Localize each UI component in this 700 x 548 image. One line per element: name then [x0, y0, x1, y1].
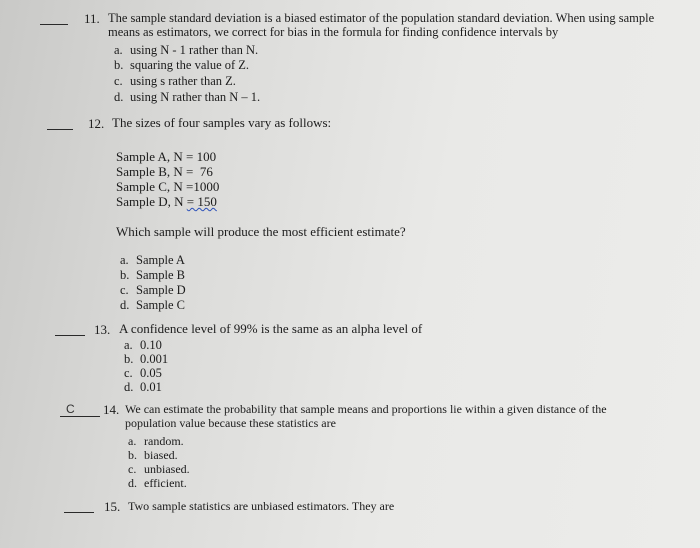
option-text: using N - 1 rather than N. — [130, 43, 259, 57]
option-text: squaring the value of Z. — [130, 58, 250, 72]
question-stem-11-line2: means as estimators, we correct for bias in the formula for finding confidence intervals by — [108, 25, 559, 39]
option-letter: c. — [114, 74, 123, 88]
option-letter: a. — [120, 253, 129, 267]
option-14-c[interactable] — [128, 462, 190, 477]
option-text: using s rather than Z. — [130, 74, 236, 88]
option-text: 0.10 — [140, 338, 162, 352]
option-letter: a. — [124, 338, 133, 352]
option-13-c[interactable] — [124, 366, 162, 381]
option-letter: d. — [124, 380, 134, 394]
option-12-d[interactable] — [120, 298, 185, 313]
option-letter: c. — [120, 283, 129, 297]
sample-a: Sample A, N = 100 — [116, 149, 217, 164]
option-text: 0.05 — [140, 366, 162, 380]
option-letter: c. — [128, 462, 137, 476]
option-12-c[interactable] — [120, 283, 186, 298]
option-13-b[interactable] — [124, 352, 168, 367]
option-text: efficient. — [144, 476, 187, 490]
option-11-d[interactable] — [114, 90, 260, 105]
option-letter: d. — [128, 476, 137, 490]
option-11-b[interactable] — [114, 58, 249, 73]
option-text: random. — [144, 434, 184, 448]
answer-blank-11[interactable] — [40, 24, 68, 25]
option-letter: b. — [128, 448, 137, 462]
option-letter: d. — [114, 90, 124, 104]
option-letter: b. — [120, 268, 130, 282]
option-letter: a. — [128, 434, 137, 448]
option-text: Sample B — [136, 268, 185, 282]
question-number-11: 11. — [84, 11, 100, 26]
option-text: biased. — [144, 448, 178, 462]
question-prompt-12: Which sample will produce the most efficient estimate? — [116, 224, 406, 239]
answer-blank-13[interactable] — [55, 335, 85, 336]
option-text: 0.01 — [140, 380, 162, 394]
question-number-15: 15. — [104, 499, 121, 514]
option-text: Sample A — [136, 253, 185, 267]
option-13-a[interactable] — [124, 338, 162, 353]
option-12-b[interactable] — [120, 268, 185, 283]
option-letter: d. — [120, 298, 130, 312]
sample-d — [116, 194, 217, 210]
question-number-14: 14. — [103, 402, 120, 417]
option-13-d[interactable] — [124, 380, 162, 395]
option-11-a[interactable] — [114, 43, 258, 58]
sample-d-value: = 150 — [186, 194, 217, 209]
question-stem-12: The sizes of four samples vary as follows: — [112, 115, 332, 130]
sample-d-label: Sample D, N — [116, 194, 187, 209]
answer-blank-15[interactable] — [64, 512, 94, 513]
option-letter: b. — [114, 58, 124, 72]
question-stem-15: Two sample statistics are unbiased estimators. They are — [128, 499, 395, 513]
option-14-b[interactable] — [128, 448, 178, 463]
answer-blank-12[interactable] — [47, 129, 73, 130]
option-14-a[interactable] — [128, 434, 184, 449]
sample-b: Sample B, N = 76 — [116, 164, 213, 179]
question-stem-13: A confidence level of 99% is the same as an alpha level of — [119, 321, 423, 336]
option-text: using N rather than N – 1. — [130, 90, 261, 104]
handwritten-answer-14: C — [66, 402, 75, 416]
option-text: unbiased. — [144, 462, 190, 476]
option-12-a[interactable] — [120, 253, 185, 268]
question-number-13: 13. — [94, 322, 111, 337]
option-letter: b. — [124, 352, 134, 366]
question-stem-14-line2: population value because these statistics are — [125, 416, 336, 430]
question-number-12: 12. — [88, 116, 105, 131]
option-text: 0.001 — [140, 352, 169, 366]
option-text: Sample D — [136, 283, 186, 297]
option-11-c[interactable] — [114, 74, 236, 89]
answer-blank-14[interactable] — [60, 416, 100, 417]
option-14-d[interactable] — [128, 476, 187, 491]
sample-c: Sample C, N =1000 — [116, 179, 220, 194]
option-text: Sample C — [136, 298, 185, 312]
option-letter: c. — [124, 366, 133, 380]
option-letter: a. — [114, 43, 123, 57]
question-stem-14-line1: We can estimate the probability that sample means and proportions lie within a given distance of the — [125, 402, 607, 416]
question-stem-11-line1: The sample standard deviation is a biased estimator of the population standard deviation. When using sample — [108, 11, 655, 25]
